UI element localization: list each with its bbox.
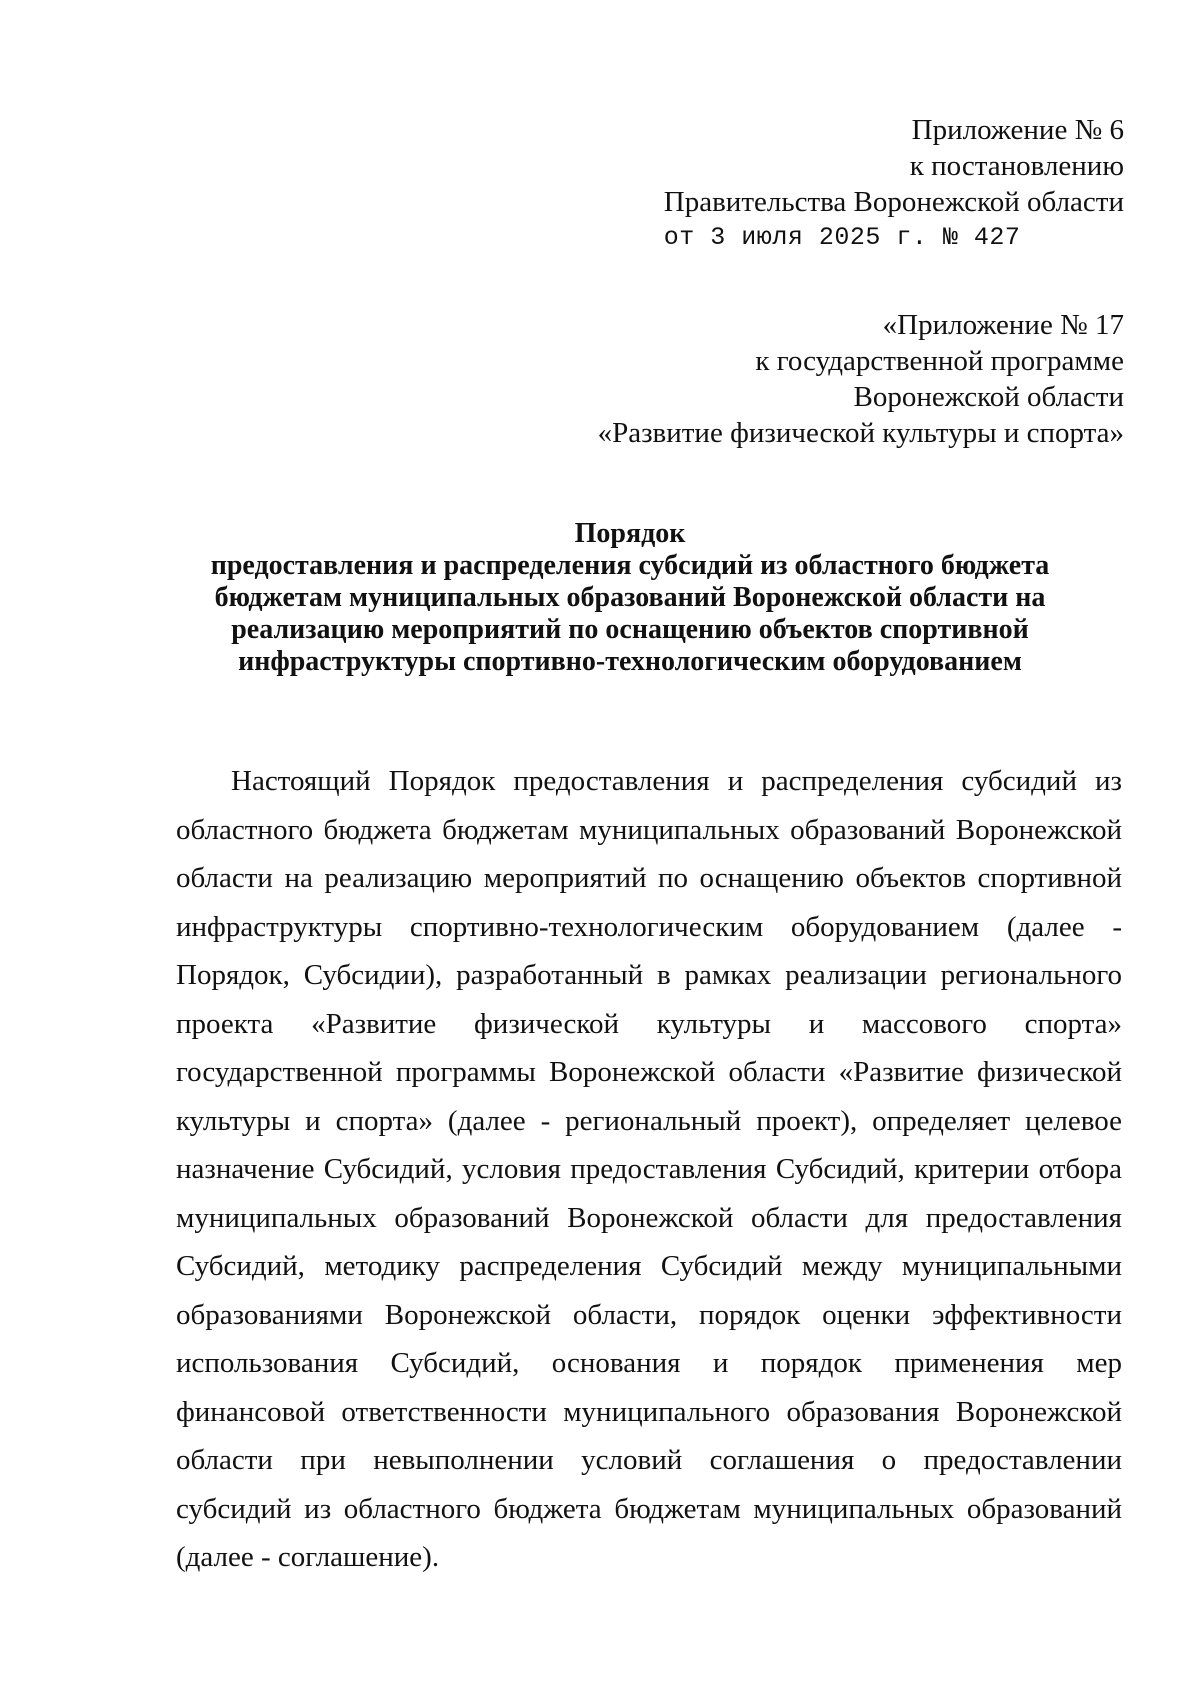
annex-government: Правительства Воронежской области bbox=[663, 186, 1124, 218]
annex-number: Приложение № 6 bbox=[911, 114, 1124, 146]
title-line-1: Порядок bbox=[574, 518, 686, 549]
program-annex-block bbox=[598, 307, 1124, 451]
resolution-annex-block bbox=[664, 112, 1124, 256]
program-annex-program-name: «Развитие физической культуры и спорта» bbox=[597, 417, 1124, 449]
body-paragraph: Настоящий Порядок предоставления и распределения субсидий из областного бюджета бюджетам муниципальных образований Воронежской области на реализацию мероприятий по оснащению объектов спортивной инфраструктуры спортивно-технологическим оборудованием (далее - Порядок, Субсидии), разработанный в рамках реализации регионального проекта «Развитие физической культуры и массового спорта» государственной программы Воронежской области «Развитие физической культуры и спорта» (далее - региональный проект), определяет целевое назначение Субсидий, условия предоставления Субсидий, критерии отбора муниципальных образований Воронежской области для предоставления Субсидий, методику распределения Субсидий между муниципальными образованиями Воронежской области, порядок оценки эффективности использования Субсидий, основания и порядок применения мер финансовой ответственности муниципального образования Воронежской области при невыполнении условий соглашения о предоставлении субсидий из областного бюджета бюджетам муниципальных образований (далее - соглашение). bbox=[176, 765, 1122, 1573]
title-line-4: реализацию мероприятий по оснащению объектов спортивной bbox=[231, 614, 1029, 645]
title-line-5: инфраструктуры спортивно-технологическим оборудованием bbox=[238, 646, 1022, 677]
title-line-2: предоставления и распределения субсидий из областного бюджета bbox=[210, 550, 1050, 581]
annex-date-number: от 3 июля 2025 г. № 427 bbox=[663, 223, 1021, 252]
annex-to-resolution: к постановлению bbox=[909, 150, 1124, 182]
program-annex-region: Воронежской области bbox=[853, 381, 1124, 413]
title-line-3: бюджетам муниципальных образований Воронежской области на bbox=[214, 582, 1046, 613]
program-annex-number: «Приложение № 17 bbox=[882, 309, 1124, 341]
document-title bbox=[150, 518, 1110, 678]
program-annex-to-program: к государственной программе bbox=[755, 345, 1124, 377]
